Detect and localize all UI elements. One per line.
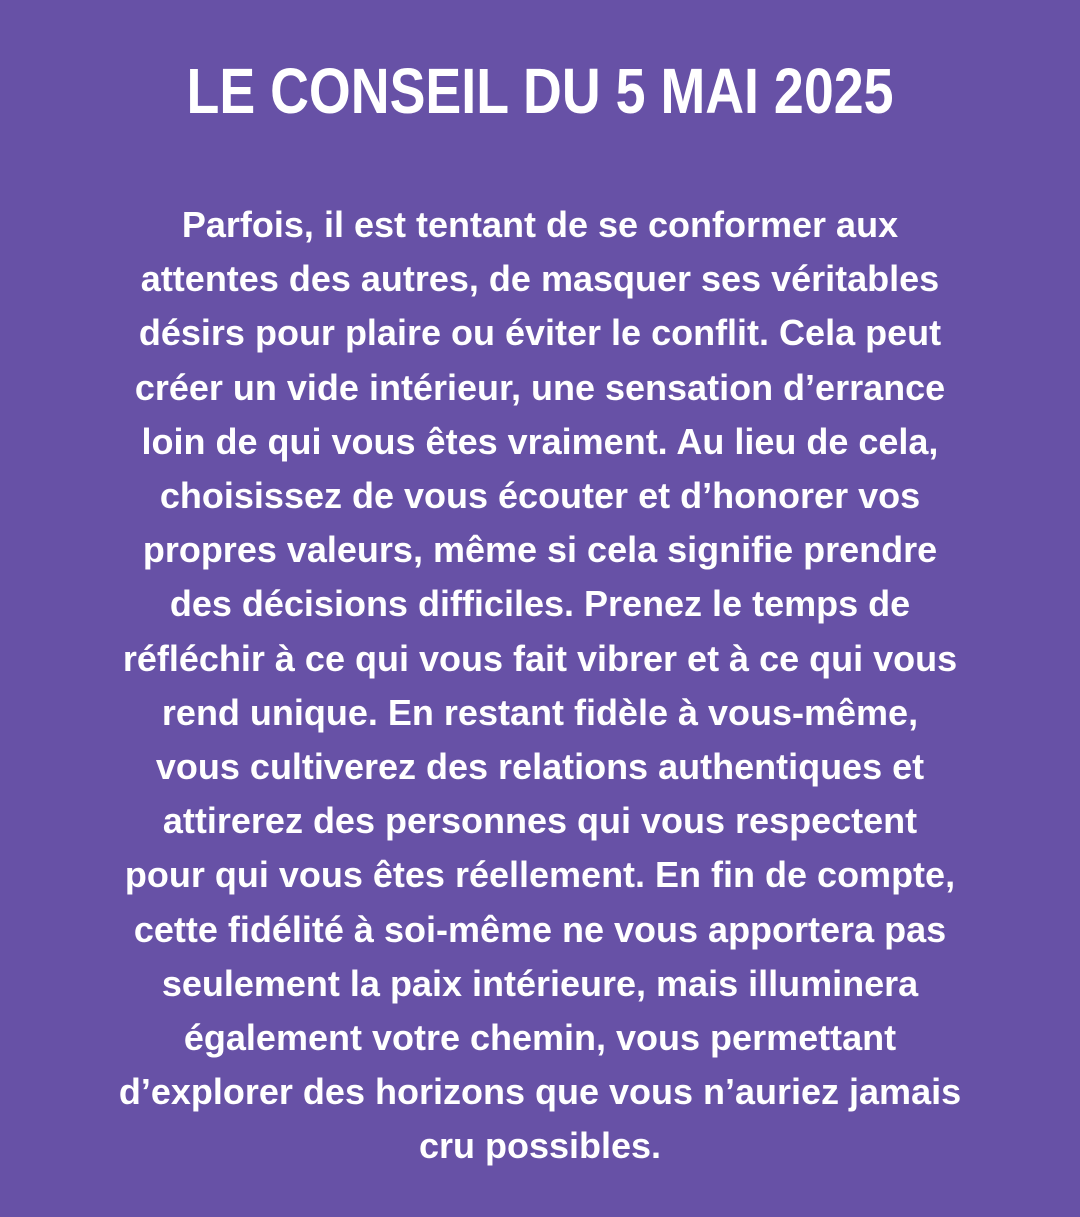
paragraph-line: attirerez des personnes qui vous respectent xyxy=(162,800,918,842)
paragraph-line: des décisions difficiles. Prenez le temps de xyxy=(169,583,911,625)
card-title: LE CONSEIL DU 5 MAI 2025 xyxy=(186,55,894,127)
paragraph-line: créer un vide intérieur, une sensation d’errance xyxy=(134,366,946,408)
paragraph-line: d’explorer des horizons que vous n’auriez jamais xyxy=(118,1071,962,1113)
paragraph-line: attentes des autres, de masquer ses véritables xyxy=(140,258,940,300)
paragraph-line: choisissez de vous écouter et d’honorer vos xyxy=(159,475,921,517)
paragraph-line: cru possibles. xyxy=(418,1125,662,1167)
paragraph-line: propres valeurs, même si cela signifie prendre xyxy=(142,529,938,571)
paragraph-line: vous cultiverez des relations authentiques et xyxy=(155,746,925,788)
paragraph-line: également votre chemin, vous permettant xyxy=(183,1017,897,1059)
paragraph-line: seulement la paix intérieure, mais illuminera xyxy=(161,962,919,1004)
paragraph-line: cette fidélité à soi-même ne vous apportera pas xyxy=(133,908,947,950)
paragraph-line: pour qui vous êtes réellement. En fin de compte, xyxy=(124,854,956,896)
paragraph-line: loin de qui vous êtes vraiment. Au lieu de cela, xyxy=(141,420,939,462)
paragraph-line: rend unique. En restant fidèle à vous-même, xyxy=(161,691,919,733)
advice-paragraph xyxy=(40,198,1040,1174)
paragraph-line: désirs pour plaire ou éviter le conflit. Cela peut xyxy=(138,312,942,354)
paragraph-line: Parfois, il est tentant de se conformer aux xyxy=(181,204,899,245)
paragraph-line: réfléchir à ce qui vous fait vibrer et à ce qui vous xyxy=(122,637,958,679)
